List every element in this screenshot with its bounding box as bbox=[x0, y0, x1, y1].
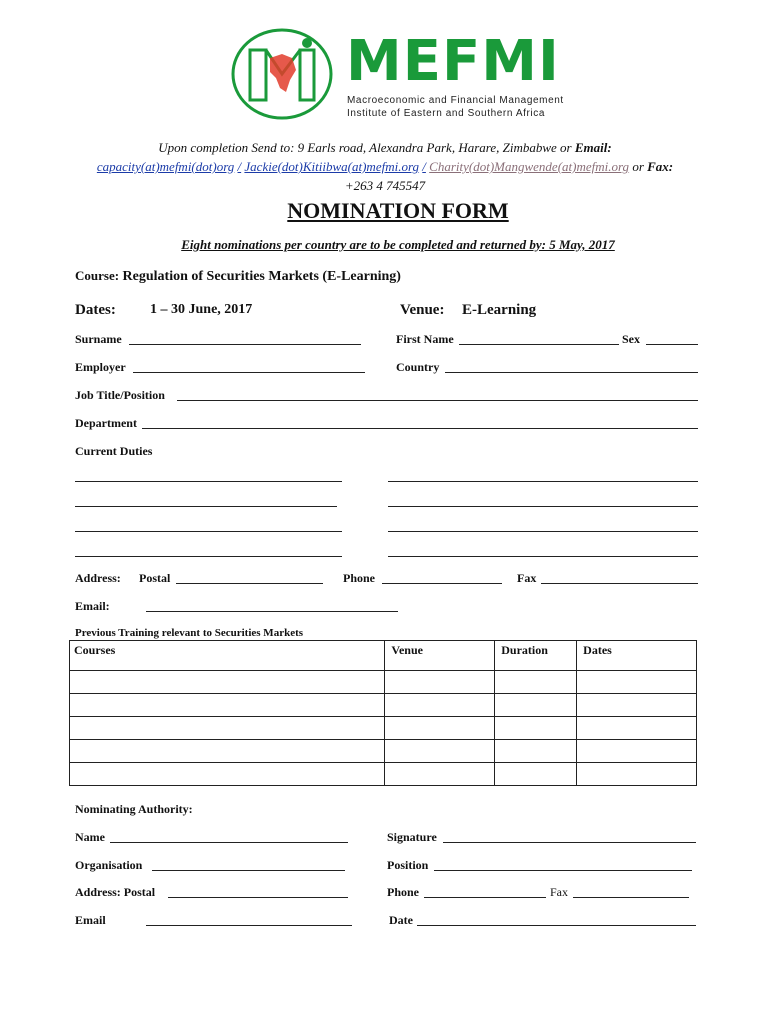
form-title: NOMINATION FORM bbox=[287, 198, 509, 223]
email-link-charity[interactable]: Charity(dot)Mangwende(at)mefmi.org bbox=[429, 159, 630, 174]
date-label: Date bbox=[389, 913, 413, 927]
email-field[interactable] bbox=[146, 611, 398, 612]
department-field[interactable] bbox=[142, 428, 698, 429]
authority-email-label: Email bbox=[75, 913, 106, 927]
or-text: or bbox=[632, 159, 644, 174]
duties-line-right-2[interactable] bbox=[388, 506, 698, 507]
authority-fax-label: Fax bbox=[550, 885, 568, 899]
cell-dates[interactable] bbox=[577, 671, 697, 694]
training-table bbox=[69, 640, 697, 786]
course-value: Regulation of Securities Markets (E-Learning) bbox=[122, 269, 401, 284]
fax-number: +263 4 745547 bbox=[344, 178, 426, 193]
country-label: Country bbox=[396, 360, 440, 374]
cell-duration[interactable] bbox=[495, 740, 577, 763]
fax-label: Fax: bbox=[647, 159, 674, 174]
email-link-jackie[interactable]: Jackie(dot)Kitiibwa(at)mefmi.org bbox=[244, 159, 420, 174]
cell-duration[interactable] bbox=[495, 717, 577, 740]
email-separator-2: / bbox=[422, 159, 426, 174]
col-courses: Courses bbox=[70, 641, 385, 671]
authority-name-label: Name bbox=[75, 830, 105, 844]
email-link-capacity[interactable]: capacity(at)mefmi(dot)org bbox=[96, 159, 235, 174]
surname-field[interactable] bbox=[129, 344, 361, 345]
table-row bbox=[70, 694, 697, 717]
duties-line-right-1[interactable] bbox=[388, 481, 698, 482]
course-row bbox=[75, 268, 401, 285]
logo-subtitle-1: Macroeconomic and Financial Management bbox=[347, 95, 564, 106]
table-row bbox=[70, 717, 697, 740]
cell-course[interactable] bbox=[70, 671, 385, 694]
cell-dates[interactable] bbox=[577, 694, 697, 717]
position-label: Position bbox=[387, 858, 429, 872]
authority-phone-label: Phone bbox=[387, 885, 420, 899]
deadline-text: Eight nominations per country are to be completed and returned by: 5 May, 2017 bbox=[181, 237, 615, 252]
fax-label-form: Fax bbox=[517, 571, 537, 585]
surname-label: Surname bbox=[75, 332, 122, 346]
table-row bbox=[70, 740, 697, 763]
duties-line-right-4[interactable] bbox=[388, 556, 698, 557]
email-separator-1: / bbox=[237, 159, 242, 174]
phone-label: Phone bbox=[343, 571, 376, 585]
signature-field[interactable] bbox=[443, 842, 696, 843]
signature-label: Signature bbox=[387, 830, 437, 844]
send-to-block bbox=[40, 138, 730, 195]
sex-label: Sex bbox=[622, 332, 640, 346]
duties-line-right-3[interactable] bbox=[388, 531, 698, 532]
authority-phone-field[interactable] bbox=[424, 897, 546, 898]
logo-subtitle-2: Institute of Eastern and Southern Africa bbox=[347, 108, 545, 119]
cell-duration[interactable] bbox=[495, 694, 577, 717]
authority-fax-field[interactable] bbox=[573, 897, 689, 898]
address-label: Address: bbox=[75, 571, 121, 585]
organisation-field[interactable] bbox=[152, 870, 345, 871]
country-field[interactable] bbox=[445, 372, 698, 373]
position-field[interactable] bbox=[434, 870, 692, 871]
cell-course[interactable] bbox=[70, 717, 385, 740]
cell-dates[interactable] bbox=[577, 717, 697, 740]
cell-duration[interactable] bbox=[495, 763, 577, 786]
col-dates: Dates bbox=[577, 641, 697, 671]
job-title-label: Job Title/Position bbox=[75, 388, 165, 402]
email-form-label: Email: bbox=[75, 599, 110, 613]
duties-line-left-4[interactable] bbox=[75, 556, 342, 557]
send-to-text: Upon completion Send to: 9 Earls road, Alexandra Park, Harare, Zimbabwe or bbox=[158, 140, 572, 155]
current-duties-label: Current Duties bbox=[75, 444, 153, 458]
authority-name-field[interactable] bbox=[110, 842, 348, 843]
postal-label: Postal bbox=[139, 571, 171, 585]
cell-venue[interactable] bbox=[385, 740, 495, 763]
phone-field[interactable] bbox=[382, 583, 502, 584]
cell-duration[interactable] bbox=[495, 671, 577, 694]
table-row bbox=[70, 671, 697, 694]
authority-postal-field[interactable] bbox=[168, 897, 348, 898]
col-duration: Duration bbox=[495, 641, 577, 671]
cell-venue[interactable] bbox=[385, 671, 495, 694]
first-name-field[interactable] bbox=[459, 344, 619, 345]
venue-label: Venue: bbox=[400, 302, 445, 318]
table-row bbox=[70, 763, 697, 786]
cell-dates[interactable] bbox=[577, 763, 697, 786]
venue-value: E-Learning bbox=[462, 302, 537, 318]
cell-course[interactable] bbox=[70, 694, 385, 717]
training-caption: Previous Training relevant to Securities Markets bbox=[75, 627, 304, 639]
employer-field[interactable] bbox=[133, 372, 365, 373]
dates-label: Dates: bbox=[75, 302, 116, 318]
training-header-row bbox=[70, 641, 697, 671]
cell-course[interactable] bbox=[70, 763, 385, 786]
cell-venue[interactable] bbox=[385, 763, 495, 786]
col-venue: Venue bbox=[385, 641, 495, 671]
first-name-label: First Name bbox=[396, 332, 454, 346]
logo-emblem-icon bbox=[230, 28, 340, 120]
cell-venue[interactable] bbox=[385, 694, 495, 717]
job-title-field[interactable] bbox=[177, 400, 698, 401]
email-label: Email: bbox=[574, 140, 612, 155]
logo-name: MEFMI bbox=[346, 29, 560, 94]
cell-venue[interactable] bbox=[385, 717, 495, 740]
mefmi-logo bbox=[230, 28, 340, 118]
sex-field[interactable] bbox=[646, 344, 698, 345]
duties-line-left-2[interactable] bbox=[75, 506, 337, 507]
employer-label: Employer bbox=[75, 360, 126, 374]
course-label: Course: bbox=[75, 268, 120, 283]
dates-value: 1 – 30 June, 2017 bbox=[150, 302, 253, 317]
organisation-label: Organisation bbox=[75, 858, 143, 872]
department-label: Department bbox=[75, 416, 137, 430]
duties-line-left-1[interactable] bbox=[75, 481, 342, 482]
nominating-authority-heading: Nominating Authority: bbox=[75, 802, 193, 816]
cell-dates[interactable] bbox=[577, 740, 697, 763]
authority-email-field[interactable] bbox=[146, 925, 352, 926]
authority-address-label: Address: Postal bbox=[75, 885, 156, 899]
date-field[interactable] bbox=[417, 925, 696, 926]
fax-field[interactable] bbox=[541, 583, 698, 584]
cell-course[interactable] bbox=[70, 740, 385, 763]
duties-line-left-3[interactable] bbox=[75, 531, 342, 532]
postal-field[interactable] bbox=[176, 583, 323, 584]
